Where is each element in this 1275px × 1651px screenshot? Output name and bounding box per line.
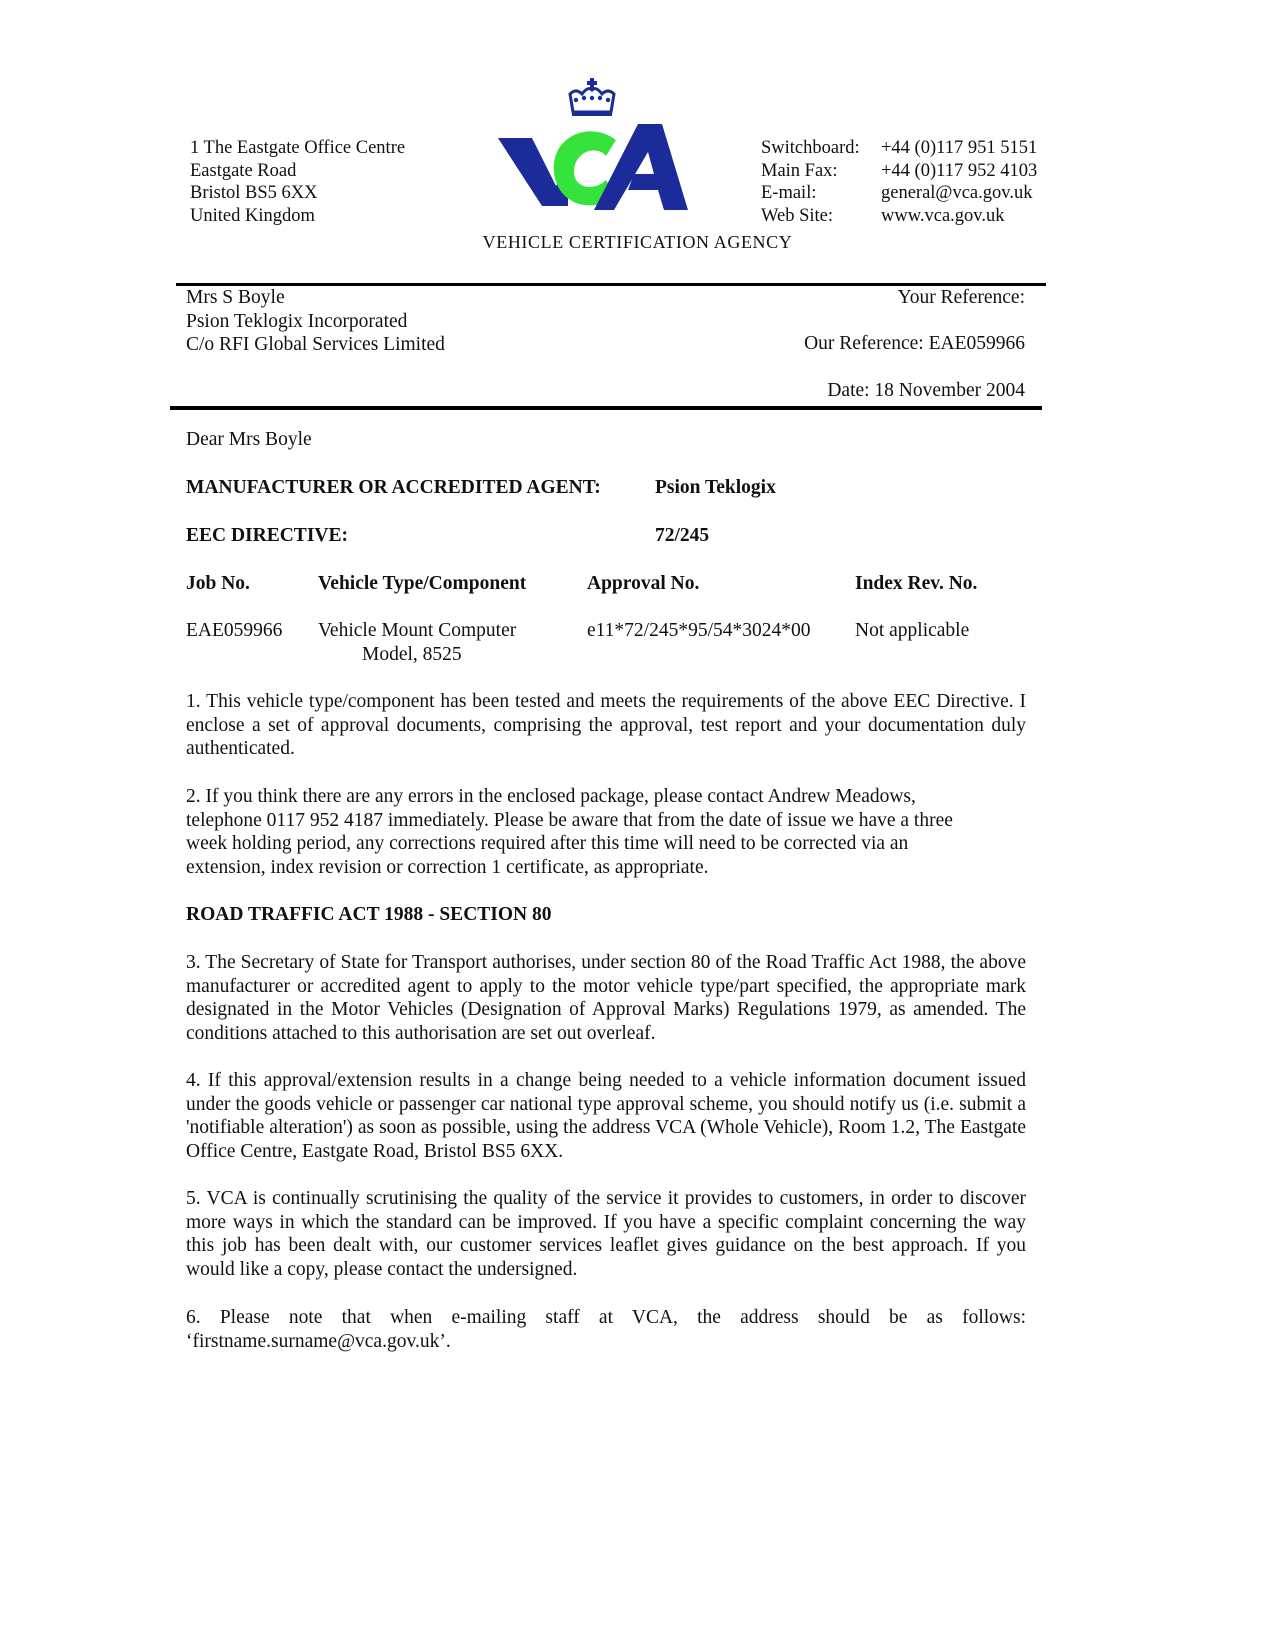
- paragraph-line: 2. If you think there are any errors in the enclosed package, please contact Andrew Meadows,: [186, 786, 916, 807]
- manufacturer-label: MANUFACTURER OR ACCREDITED AGENT:: [186, 477, 601, 498]
- vehicle-line: Model, 8525: [362, 643, 462, 665]
- paragraph-2: [186, 785, 1026, 879]
- paragraph-1: 1. This vehicle type/component has been tested and meets the requirements of the above EEC Directive. I enclose a set of approval documents, comprising the approval, test report and your documentation duly authenticated.: [186, 691, 1026, 759]
- contact-row: [761, 137, 1037, 160]
- recipient-block: [186, 286, 445, 357]
- your-reference: Your Reference:: [897, 287, 1025, 308]
- paragraph-line: ‘firstname.surname@vca.gov.uk’.: [186, 1330, 451, 1352]
- letter-date: Date: 18 November 2004: [827, 380, 1025, 401]
- paragraph-line: 6. Please note that when e-mailing staff at VCA, the address should be as follows:: [186, 1307, 1026, 1328]
- contact-row: [761, 205, 1037, 228]
- directive-label: EEC DIRECTIVE:: [186, 525, 348, 546]
- contact-block: [761, 137, 1037, 227]
- recipient-line: Psion Teklogix Incorporated: [186, 310, 408, 332]
- table-header-job: Job No.: [186, 573, 250, 594]
- contact-label: E-mail:: [761, 183, 817, 203]
- our-reference: Our Reference: EAE059966: [804, 333, 1025, 354]
- address-line: United Kingdom: [190, 205, 315, 226]
- recipient-line: Mrs S Boyle: [186, 287, 285, 308]
- paragraph-4: 4. If this approval/extension results in a change being needed to a vehicle information document issued under the goods vehicle or passenger car national type approval scheme, you should notify us (i.e. submit a 'notifiable alteration') as soon as possible, using the address VCA (Whole Vehicle), Room 1.2, The Eastgate Office Centre, Eastgate Road, Bristol BS5 6XX.: [186, 1070, 1026, 1162]
- section-heading: ROAD TRAFFIC ACT 1988 - SECTION 80: [186, 904, 552, 925]
- table-header-approval: Approval No.: [587, 573, 700, 594]
- paragraph-line: week holding period, any corrections required after this time will need to be corrected via an: [186, 833, 909, 854]
- address-line: 1 The Eastgate Office Centre: [190, 138, 406, 158]
- contact-label: Main Fax:: [761, 160, 838, 181]
- contact-value: +44 (0)117 951 5151: [881, 138, 1038, 158]
- contact-value: +44 (0)117 952 4103: [881, 160, 1038, 181]
- paragraph-5: 5. VCA is continually scrutinising the quality of the service it provides to customers, in order to discover more ways in which the standard can be improved. If you have a specific complaint concerning the way this job has been dealt with, our customer services leaflet gives guidance on the best approach. If you would like a copy, please contact the undersigned.: [186, 1188, 1026, 1280]
- contact-label: Switchboard:: [761, 138, 860, 158]
- vca-logo: [498, 78, 688, 218]
- address-line: Eastgate Road: [190, 160, 297, 181]
- directive-value: 72/245: [655, 525, 710, 546]
- contact-row: [761, 160, 1037, 183]
- address-line: Bristol BS5 6XX: [190, 183, 318, 203]
- contact-row: [761, 182, 1037, 205]
- contact-label: Web Site:: [761, 205, 833, 226]
- crown-icon: [570, 78, 614, 116]
- website-link[interactable]: www.vca.gov.uk: [881, 205, 1005, 226]
- paragraph-3: 3. The Secretary of State for Transport authorises, under section 80 of the Road Traffic Act 1988, the above manufacturer or accredited agent to apply to the motor vehicle type/part specified, the appropriate mark designated in the Motor Vehicles (Designation of Approval Marks) Regulations 1979, as amended. The conditions attached to this authorisation are set out overleaf.: [186, 952, 1026, 1044]
- table-header-vehicle: Vehicle Type/Component: [318, 573, 527, 594]
- table-cell-vehicle: [318, 619, 516, 666]
- table-header-index: Index Rev. No.: [855, 573, 978, 594]
- agency-name: VEHICLE CERTIFICATION AGENCY: [482, 232, 793, 252]
- reference-divider: [170, 406, 1042, 410]
- recipient-line: C/o RFI Global Services Limited: [186, 334, 445, 355]
- paragraph-line: telephone 0117 952 4187 immediately. Please be aware that from the date of issue we have a three: [186, 809, 953, 831]
- paragraph-line: extension, index revision or correction 1 certificate, as appropriate.: [186, 856, 709, 878]
- paragraph-6: [186, 1306, 1026, 1353]
- sender-address: [190, 137, 405, 227]
- table-cell-index: Not applicable: [855, 620, 970, 641]
- manufacturer-value: Psion Teklogix: [655, 477, 776, 498]
- vehicle-line: Vehicle Mount Computer: [318, 620, 517, 641]
- table-cell-approval: e11*72/245*95/54*3024*00: [587, 620, 811, 641]
- email-link[interactable]: general@vca.gov.uk: [881, 183, 1033, 203]
- table-cell-job: EAE059966: [186, 620, 283, 641]
- salutation: Dear Mrs Boyle: [186, 429, 312, 450]
